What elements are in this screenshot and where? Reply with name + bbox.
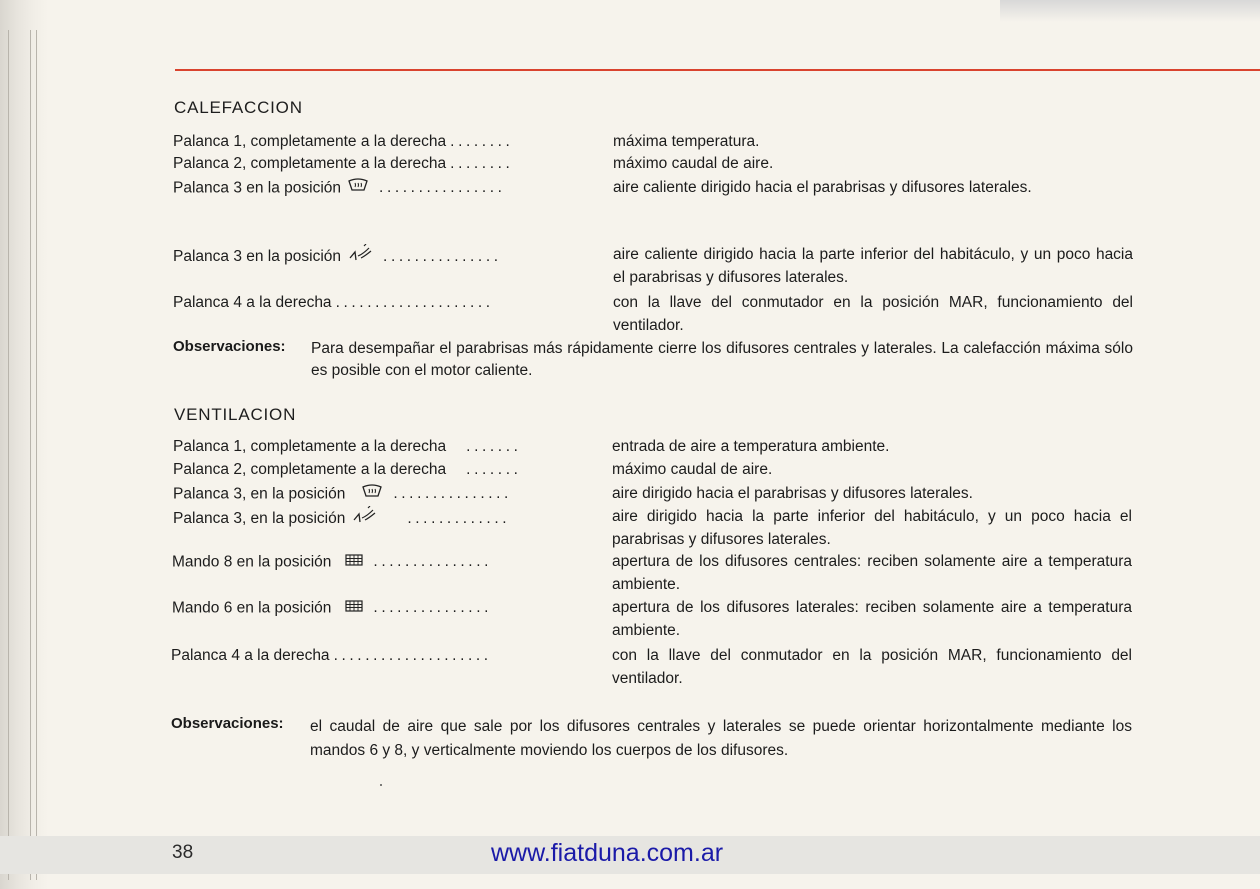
windshield-defrost-icon <box>361 483 383 506</box>
row-description: con la llave del conmutador en la posición MAR, funcionamiento del ventilador. <box>612 647 1132 687</box>
corner-shadow <box>1000 0 1260 22</box>
observaciones-label: Observaciones: <box>171 715 284 732</box>
row-description: aire caliente dirigido hacia el parabrisas y difusores laterales. <box>613 179 1032 196</box>
dot-leader: ........ <box>450 155 514 172</box>
section-title-calefaccion: CALEFACCION <box>174 98 303 117</box>
row-label: Palanca 1, completamente a la derecha <box>173 438 447 455</box>
dot-leader: ....... <box>466 461 522 478</box>
observaciones-text: Para desempañar el parabrisas más rápidamente cierre los difusores centrales y laterales. La calefacción máxima sólo es posible con el motor caliente. <box>311 340 1133 379</box>
row-label: Palanca 2, completamente a la derecha <box>173 461 447 478</box>
row-description: apertura de los difusores centrales: reciben solamente aire a temperatura ambiente. <box>612 553 1132 593</box>
row-description: aire caliente dirigido hacia la parte inferior del habitáculo, y un poco hacia el parabrisas y difusores laterales. <box>613 246 1133 286</box>
row-label: Palanca 3 en la posición <box>173 179 342 197</box>
dot-leader: .................... <box>333 647 492 664</box>
row-description: con la llave del conmutador en la posición MAR, funcionamiento del ventilador. <box>613 294 1133 334</box>
row-description: aire dirigido hacia el parabrisas y difusores laterales. <box>612 485 973 502</box>
row-label: Palanca 3 en la posición <box>173 247 342 265</box>
row-label: Palanca 3, en la posición <box>173 485 346 503</box>
dot-leader: ....... <box>466 438 522 455</box>
windshield-defrost-icon <box>347 177 369 200</box>
row-label: Mando 6 en la posición <box>172 599 332 617</box>
paper-speck <box>380 784 382 786</box>
row-label: Palanca 1, completamente a la derecha <box>173 133 447 150</box>
row-label: Palanca 2, completamente a la derecha <box>173 155 447 172</box>
observaciones-label: Observaciones: <box>173 338 286 355</box>
row-label: Mando 8 en la posición <box>172 553 332 571</box>
row-description: máximo caudal de aire. <box>613 155 774 172</box>
page-edge-line <box>8 30 9 880</box>
dot-leader: ............... <box>373 553 493 571</box>
dot-leader: ............. <box>407 509 511 527</box>
floor-airflow-icon <box>347 244 373 270</box>
row-label: Palanca 3, en la posición <box>173 509 346 527</box>
row-label: Palanca 4 a la derecha <box>173 294 332 311</box>
row-description: máximo caudal de aire. <box>612 461 773 478</box>
page-number: 38 <box>172 842 194 863</box>
row-description: entrada de aire a temperatura ambiente. <box>612 438 890 455</box>
page-edge-line <box>36 30 37 880</box>
dot-leader: ........ <box>450 133 514 150</box>
section-title-ventilacion: VENTILACION <box>174 405 297 424</box>
row-label: Palanca 4 a la derecha <box>171 647 330 664</box>
dot-leader: ............... <box>393 485 512 503</box>
top-red-rule <box>175 69 1260 71</box>
floor-airflow-icon <box>351 506 377 532</box>
vent-grille-icon <box>345 551 363 574</box>
book-spine-shadow <box>0 0 48 889</box>
row-description: apertura de los difusores laterales: reciben solamente aire a temperatura ambiente. <box>612 599 1132 639</box>
dot-leader: .................... <box>335 294 494 311</box>
dot-leader: ................ <box>379 179 506 197</box>
row-description: aire dirigido hacia la parte inferior del habitáculo, y un poco hacia el parabrisas y difusores laterales. <box>612 508 1132 548</box>
dot-leader: ............... <box>383 247 502 265</box>
dot-leader: ............... <box>373 599 493 617</box>
website-link[interactable]: www.fiatduna.com.ar <box>491 839 724 867</box>
vent-grille-icon <box>345 597 363 620</box>
page-edge-line <box>30 30 31 880</box>
observaciones-text: el caudal de aire que sale por los difusores centrales y laterales se puede orientar horizontalmente mediante los mandos 6 y 8, y verticalmente moviendo los cuerpos de los difusores. <box>310 718 1132 759</box>
row-description: máxima temperatura. <box>613 133 760 150</box>
